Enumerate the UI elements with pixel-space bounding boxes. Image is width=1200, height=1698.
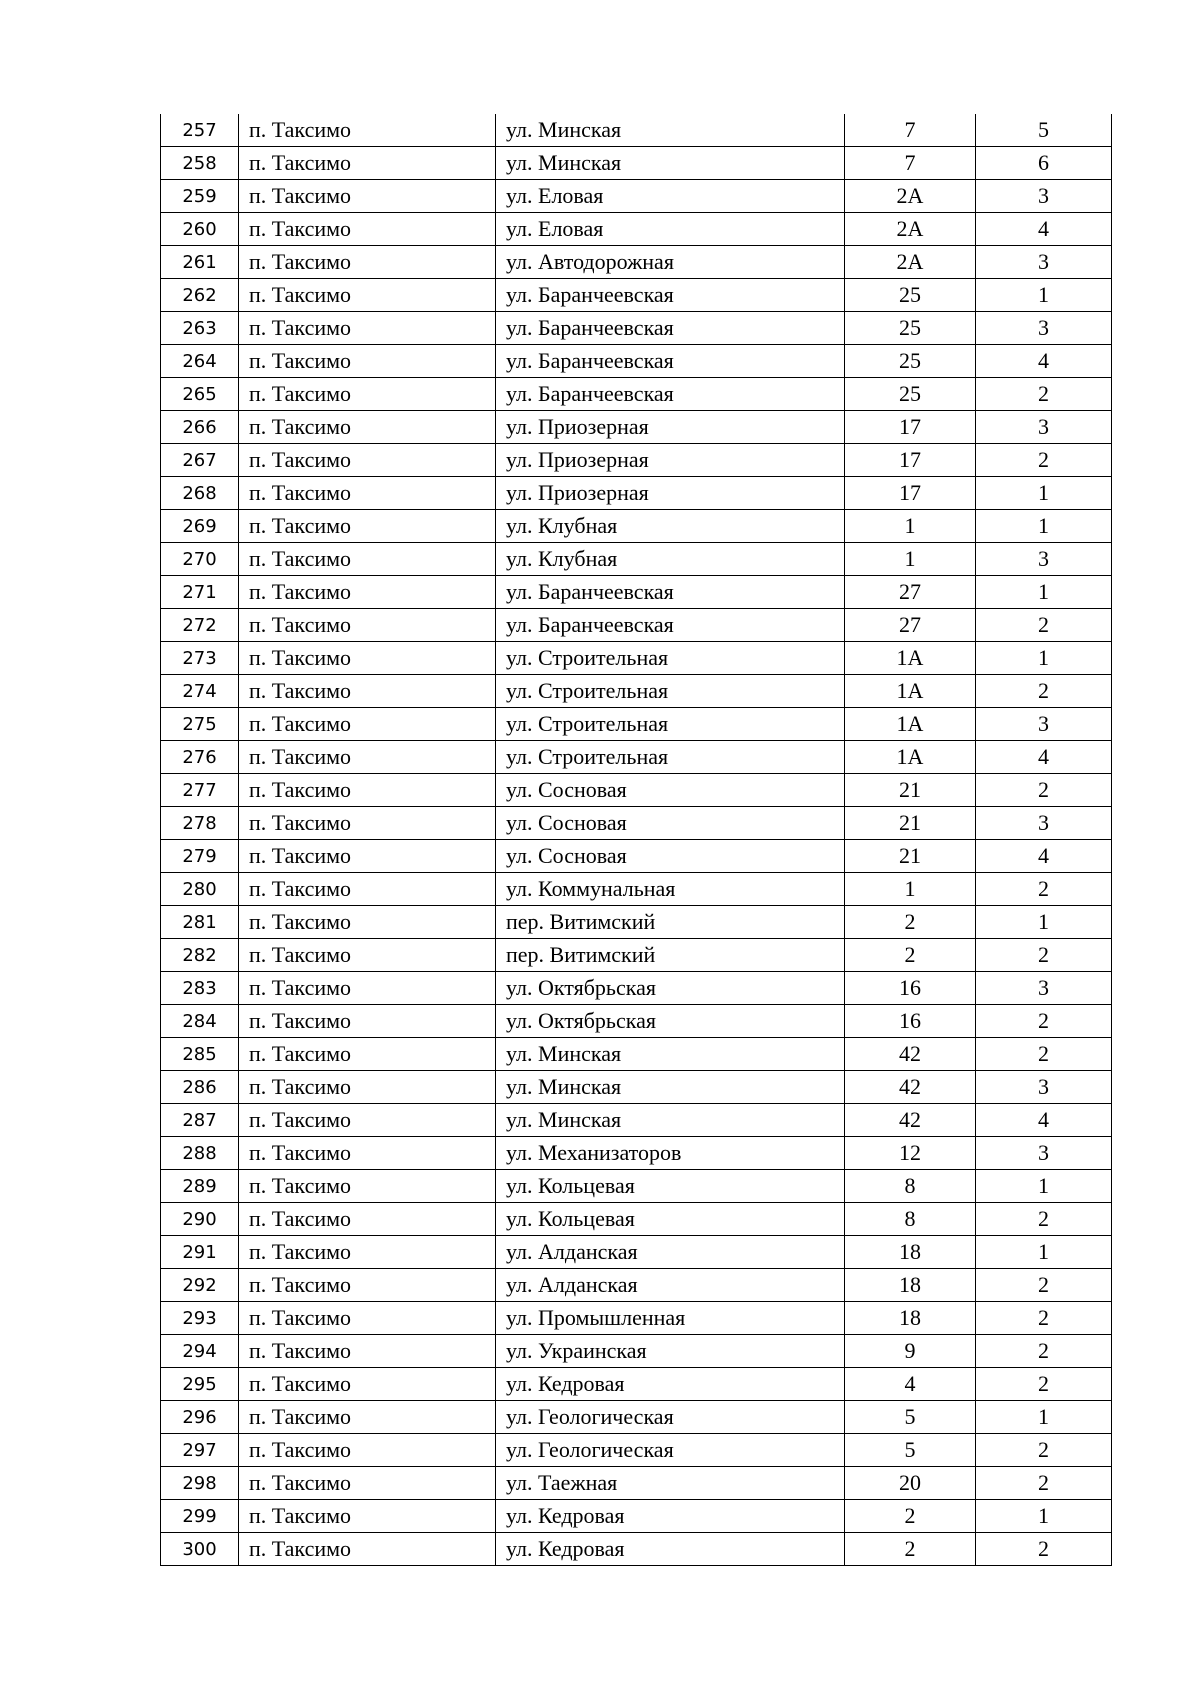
street-cell: ул. Минская	[496, 147, 845, 180]
street-cell: ул. Минская	[496, 114, 845, 147]
locality-cell: п. Таксимо	[239, 1401, 496, 1434]
locality-cell: п. Таксимо	[239, 246, 496, 279]
street-cell: ул. Баранчеевская	[496, 378, 845, 411]
row-number-cell: 262	[161, 279, 239, 312]
apartment-number-cell: 3	[976, 807, 1112, 840]
locality-cell: п. Таксимо	[239, 279, 496, 312]
house-number-cell: 8	[845, 1170, 976, 1203]
locality-cell: п. Таксимо	[239, 345, 496, 378]
locality-cell: п. Таксимо	[239, 444, 496, 477]
apartment-number-cell: 2	[976, 774, 1112, 807]
locality-cell: п. Таксимо	[239, 1533, 496, 1566]
street-cell: ул. Автодорожная	[496, 246, 845, 279]
table-row	[161, 444, 1112, 477]
locality-cell: п. Таксимо	[239, 609, 496, 642]
table-row	[161, 246, 1112, 279]
row-number-cell: 281	[161, 906, 239, 939]
house-number-cell: 1А	[845, 708, 976, 741]
table-row	[161, 741, 1112, 774]
street-cell: ул. Геологическая	[496, 1434, 845, 1467]
street-cell: ул. Геологическая	[496, 1401, 845, 1434]
apartment-number-cell: 1	[976, 510, 1112, 543]
locality-cell: п. Таксимо	[239, 378, 496, 411]
street-cell: ул. Сосновая	[496, 774, 845, 807]
table-row	[161, 1434, 1112, 1467]
apartment-number-cell: 2	[976, 1533, 1112, 1566]
address-table-body	[161, 114, 1112, 1566]
row-number-cell: 258	[161, 147, 239, 180]
locality-cell: п. Таксимо	[239, 807, 496, 840]
row-number-cell: 273	[161, 642, 239, 675]
row-number-cell: 263	[161, 312, 239, 345]
locality-cell: п. Таксимо	[239, 1302, 496, 1335]
table-row	[161, 807, 1112, 840]
locality-cell: п. Таксимо	[239, 1500, 496, 1533]
house-number-cell: 2	[845, 1500, 976, 1533]
table-row	[161, 1170, 1112, 1203]
house-number-cell: 27	[845, 609, 976, 642]
locality-cell: п. Таксимо	[239, 180, 496, 213]
locality-cell: п. Таксимо	[239, 1104, 496, 1137]
house-number-cell: 17	[845, 411, 976, 444]
locality-cell: п. Таксимо	[239, 1170, 496, 1203]
street-cell: ул. Минская	[496, 1071, 845, 1104]
house-number-cell: 18	[845, 1302, 976, 1335]
street-cell: ул. Клубная	[496, 510, 845, 543]
house-number-cell: 1А	[845, 741, 976, 774]
house-number-cell: 25	[845, 312, 976, 345]
house-number-cell: 2	[845, 1533, 976, 1566]
table-row	[161, 1335, 1112, 1368]
apartment-number-cell: 2	[976, 1203, 1112, 1236]
house-number-cell: 2А	[845, 180, 976, 213]
table-row	[161, 477, 1112, 510]
apartment-number-cell: 2	[976, 675, 1112, 708]
house-number-cell: 42	[845, 1071, 976, 1104]
locality-cell: п. Таксимо	[239, 411, 496, 444]
row-number-cell: 266	[161, 411, 239, 444]
locality-cell: п. Таксимо	[239, 1335, 496, 1368]
street-cell: пер. Витимский	[496, 939, 845, 972]
row-number-cell: 264	[161, 345, 239, 378]
apartment-number-cell: 2	[976, 873, 1112, 906]
apartment-number-cell: 1	[976, 279, 1112, 312]
street-cell: ул. Приозерная	[496, 444, 845, 477]
house-number-cell: 2А	[845, 213, 976, 246]
row-number-cell: 282	[161, 939, 239, 972]
street-cell: ул. Минская	[496, 1038, 845, 1071]
apartment-number-cell: 4	[976, 345, 1112, 378]
table-row	[161, 147, 1112, 180]
table-row	[161, 180, 1112, 213]
locality-cell: п. Таксимо	[239, 972, 496, 1005]
street-cell: ул. Таежная	[496, 1467, 845, 1500]
apartment-number-cell: 4	[976, 840, 1112, 873]
street-cell: ул. Приозерная	[496, 411, 845, 444]
table-row	[161, 1467, 1112, 1500]
apartment-number-cell: 4	[976, 1104, 1112, 1137]
apartment-number-cell: 6	[976, 147, 1112, 180]
street-cell: ул. Приозерная	[496, 477, 845, 510]
apartment-number-cell: 2	[976, 1038, 1112, 1071]
apartment-number-cell: 1	[976, 1170, 1112, 1203]
row-number-cell: 261	[161, 246, 239, 279]
table-row	[161, 972, 1112, 1005]
locality-cell: п. Таксимо	[239, 708, 496, 741]
street-cell: ул. Строительная	[496, 741, 845, 774]
row-number-cell: 284	[161, 1005, 239, 1038]
apartment-number-cell: 5	[976, 114, 1112, 147]
locality-cell: п. Таксимо	[239, 906, 496, 939]
street-cell: ул. Минская	[496, 1104, 845, 1137]
table-row	[161, 1236, 1112, 1269]
house-number-cell: 2	[845, 939, 976, 972]
row-number-cell: 277	[161, 774, 239, 807]
locality-cell: п. Таксимо	[239, 1038, 496, 1071]
house-number-cell: 1А	[845, 675, 976, 708]
house-number-cell: 20	[845, 1467, 976, 1500]
house-number-cell: 2А	[845, 246, 976, 279]
table-row	[161, 840, 1112, 873]
table-row	[161, 1269, 1112, 1302]
row-number-cell: 285	[161, 1038, 239, 1071]
row-number-cell: 279	[161, 840, 239, 873]
locality-cell: п. Таксимо	[239, 576, 496, 609]
street-cell: пер. Витимский	[496, 906, 845, 939]
table-row	[161, 279, 1112, 312]
house-number-cell: 18	[845, 1236, 976, 1269]
apartment-number-cell: 4	[976, 741, 1112, 774]
locality-cell: п. Таксимо	[239, 774, 496, 807]
house-number-cell: 5	[845, 1401, 976, 1434]
apartment-number-cell: 1	[976, 576, 1112, 609]
locality-cell: п. Таксимо	[239, 1236, 496, 1269]
row-number-cell: 269	[161, 510, 239, 543]
apartment-number-cell: 2	[976, 444, 1112, 477]
table-row	[161, 642, 1112, 675]
locality-cell: п. Таксимо	[239, 510, 496, 543]
apartment-number-cell: 2	[976, 1302, 1112, 1335]
apartment-number-cell: 2	[976, 1335, 1112, 1368]
table-row	[161, 774, 1112, 807]
row-number-cell: 291	[161, 1236, 239, 1269]
table-row	[161, 1533, 1112, 1566]
street-cell: ул. Октябрьская	[496, 1005, 845, 1038]
row-number-cell: 268	[161, 477, 239, 510]
row-number-cell: 280	[161, 873, 239, 906]
street-cell: ул. Еловая	[496, 213, 845, 246]
house-number-cell: 16	[845, 972, 976, 1005]
street-cell: ул. Промышленная	[496, 1302, 845, 1335]
house-number-cell: 16	[845, 1005, 976, 1038]
locality-cell: п. Таксимо	[239, 873, 496, 906]
apartment-number-cell: 3	[976, 1137, 1112, 1170]
apartment-number-cell: 1	[976, 1401, 1112, 1434]
street-cell: ул. Украинская	[496, 1335, 845, 1368]
table-row	[161, 675, 1112, 708]
street-cell: ул. Строительная	[496, 675, 845, 708]
row-number-cell: 275	[161, 708, 239, 741]
house-number-cell: 21	[845, 807, 976, 840]
row-number-cell: 278	[161, 807, 239, 840]
row-number-cell: 271	[161, 576, 239, 609]
street-cell: ул. Баранчеевская	[496, 576, 845, 609]
table-row	[161, 510, 1112, 543]
table-row	[161, 939, 1112, 972]
table-row	[161, 411, 1112, 444]
row-number-cell: 267	[161, 444, 239, 477]
apartment-number-cell: 1	[976, 1236, 1112, 1269]
row-number-cell: 286	[161, 1071, 239, 1104]
table-row	[161, 1071, 1112, 1104]
street-cell: ул. Кедровая	[496, 1500, 845, 1533]
table-row	[161, 378, 1112, 411]
locality-cell: п. Таксимо	[239, 543, 496, 576]
apartment-number-cell: 2	[976, 1005, 1112, 1038]
apartment-number-cell: 2	[976, 1434, 1112, 1467]
locality-cell: п. Таксимо	[239, 312, 496, 345]
apartment-number-cell: 3	[976, 411, 1112, 444]
house-number-cell: 17	[845, 477, 976, 510]
row-number-cell: 274	[161, 675, 239, 708]
table-row	[161, 345, 1112, 378]
street-cell: ул. Механизаторов	[496, 1137, 845, 1170]
house-number-cell: 42	[845, 1104, 976, 1137]
house-number-cell: 21	[845, 774, 976, 807]
apartment-number-cell: 1	[976, 642, 1112, 675]
row-number-cell: 298	[161, 1467, 239, 1500]
house-number-cell: 25	[845, 345, 976, 378]
locality-cell: п. Таксимо	[239, 1203, 496, 1236]
house-number-cell: 2	[845, 906, 976, 939]
apartment-number-cell: 4	[976, 213, 1112, 246]
table-row	[161, 609, 1112, 642]
street-cell: ул. Клубная	[496, 543, 845, 576]
house-number-cell: 8	[845, 1203, 976, 1236]
apartment-number-cell: 2	[976, 609, 1112, 642]
row-number-cell: 272	[161, 609, 239, 642]
row-number-cell: 260	[161, 213, 239, 246]
row-number-cell: 265	[161, 378, 239, 411]
street-cell: ул. Кедровая	[496, 1368, 845, 1401]
street-cell: ул. Кедровая	[496, 1533, 845, 1566]
house-number-cell: 5	[845, 1434, 976, 1467]
table-row	[161, 1368, 1112, 1401]
row-number-cell: 297	[161, 1434, 239, 1467]
apartment-number-cell: 3	[976, 312, 1112, 345]
locality-cell: п. Таксимо	[239, 213, 496, 246]
locality-cell: п. Таксимо	[239, 642, 496, 675]
street-cell: ул. Строительная	[496, 708, 845, 741]
house-number-cell: 18	[845, 1269, 976, 1302]
street-cell: ул. Баранчеевская	[496, 609, 845, 642]
street-cell: ул. Октябрьская	[496, 972, 845, 1005]
row-number-cell: 299	[161, 1500, 239, 1533]
table-row	[161, 906, 1112, 939]
row-number-cell: 300	[161, 1533, 239, 1566]
house-number-cell: 9	[845, 1335, 976, 1368]
table-row	[161, 1401, 1112, 1434]
row-number-cell: 289	[161, 1170, 239, 1203]
table-row	[161, 1104, 1112, 1137]
row-number-cell: 293	[161, 1302, 239, 1335]
apartment-number-cell: 3	[976, 972, 1112, 1005]
house-number-cell: 42	[845, 1038, 976, 1071]
house-number-cell: 1	[845, 543, 976, 576]
table-row	[161, 1203, 1112, 1236]
locality-cell: п. Таксимо	[239, 114, 496, 147]
row-number-cell: 276	[161, 741, 239, 774]
locality-cell: п. Таксимо	[239, 1005, 496, 1038]
house-number-cell: 1А	[845, 642, 976, 675]
locality-cell: п. Таксимо	[239, 1071, 496, 1104]
apartment-number-cell: 3	[976, 246, 1112, 279]
house-number-cell: 27	[845, 576, 976, 609]
apartment-number-cell: 1	[976, 477, 1112, 510]
house-number-cell: 25	[845, 279, 976, 312]
house-number-cell: 4	[845, 1368, 976, 1401]
locality-cell: п. Таксимо	[239, 477, 496, 510]
apartment-number-cell: 3	[976, 543, 1112, 576]
row-number-cell: 270	[161, 543, 239, 576]
locality-cell: п. Таксимо	[239, 1269, 496, 1302]
table-row	[161, 708, 1112, 741]
street-cell: ул. Строительная	[496, 642, 845, 675]
street-cell: ул. Баранчеевская	[496, 312, 845, 345]
table-row	[161, 312, 1112, 345]
apartment-number-cell: 2	[976, 378, 1112, 411]
locality-cell: п. Таксимо	[239, 1434, 496, 1467]
house-number-cell: 21	[845, 840, 976, 873]
address-table	[160, 114, 1112, 1566]
table-row	[161, 213, 1112, 246]
table-row	[161, 114, 1112, 147]
house-number-cell: 1	[845, 873, 976, 906]
row-number-cell: 283	[161, 972, 239, 1005]
table-row	[161, 873, 1112, 906]
locality-cell: п. Таксимо	[239, 939, 496, 972]
street-cell: ул. Сосновая	[496, 807, 845, 840]
table-row	[161, 1137, 1112, 1170]
street-cell: ул. Сосновая	[496, 840, 845, 873]
locality-cell: п. Таксимо	[239, 1368, 496, 1401]
locality-cell: п. Таксимо	[239, 1137, 496, 1170]
street-cell: ул. Баранчеевская	[496, 345, 845, 378]
row-number-cell: 257	[161, 114, 239, 147]
house-number-cell: 12	[845, 1137, 976, 1170]
locality-cell: п. Таксимо	[239, 675, 496, 708]
street-cell: ул. Коммунальная	[496, 873, 845, 906]
table-row	[161, 1005, 1112, 1038]
row-number-cell: 287	[161, 1104, 239, 1137]
street-cell: ул. Баранчеевская	[496, 279, 845, 312]
house-number-cell: 7	[845, 147, 976, 180]
row-number-cell: 259	[161, 180, 239, 213]
row-number-cell: 296	[161, 1401, 239, 1434]
table-row	[161, 1038, 1112, 1071]
apartment-number-cell: 1	[976, 1500, 1112, 1533]
locality-cell: п. Таксимо	[239, 1467, 496, 1500]
street-cell: ул. Еловая	[496, 180, 845, 213]
apartment-number-cell: 2	[976, 939, 1112, 972]
apartment-number-cell: 2	[976, 1368, 1112, 1401]
table-row	[161, 1302, 1112, 1335]
apartment-number-cell: 2	[976, 1269, 1112, 1302]
row-number-cell: 290	[161, 1203, 239, 1236]
house-number-cell: 17	[845, 444, 976, 477]
locality-cell: п. Таксимо	[239, 840, 496, 873]
street-cell: ул. Кольцевая	[496, 1203, 845, 1236]
apartment-number-cell: 1	[976, 906, 1112, 939]
row-number-cell: 292	[161, 1269, 239, 1302]
street-cell: ул. Алданская	[496, 1269, 845, 1302]
locality-cell: п. Таксимо	[239, 147, 496, 180]
row-number-cell: 294	[161, 1335, 239, 1368]
table-row	[161, 1500, 1112, 1533]
table-row	[161, 543, 1112, 576]
street-cell: ул. Алданская	[496, 1236, 845, 1269]
apartment-number-cell: 2	[976, 1467, 1112, 1500]
house-number-cell: 25	[845, 378, 976, 411]
street-cell: ул. Кольцевая	[496, 1170, 845, 1203]
locality-cell: п. Таксимо	[239, 741, 496, 774]
table-row	[161, 576, 1112, 609]
apartment-number-cell: 3	[976, 1071, 1112, 1104]
house-number-cell: 7	[845, 114, 976, 147]
house-number-cell: 1	[845, 510, 976, 543]
row-number-cell: 295	[161, 1368, 239, 1401]
row-number-cell: 288	[161, 1137, 239, 1170]
apartment-number-cell: 3	[976, 180, 1112, 213]
apartment-number-cell: 3	[976, 708, 1112, 741]
